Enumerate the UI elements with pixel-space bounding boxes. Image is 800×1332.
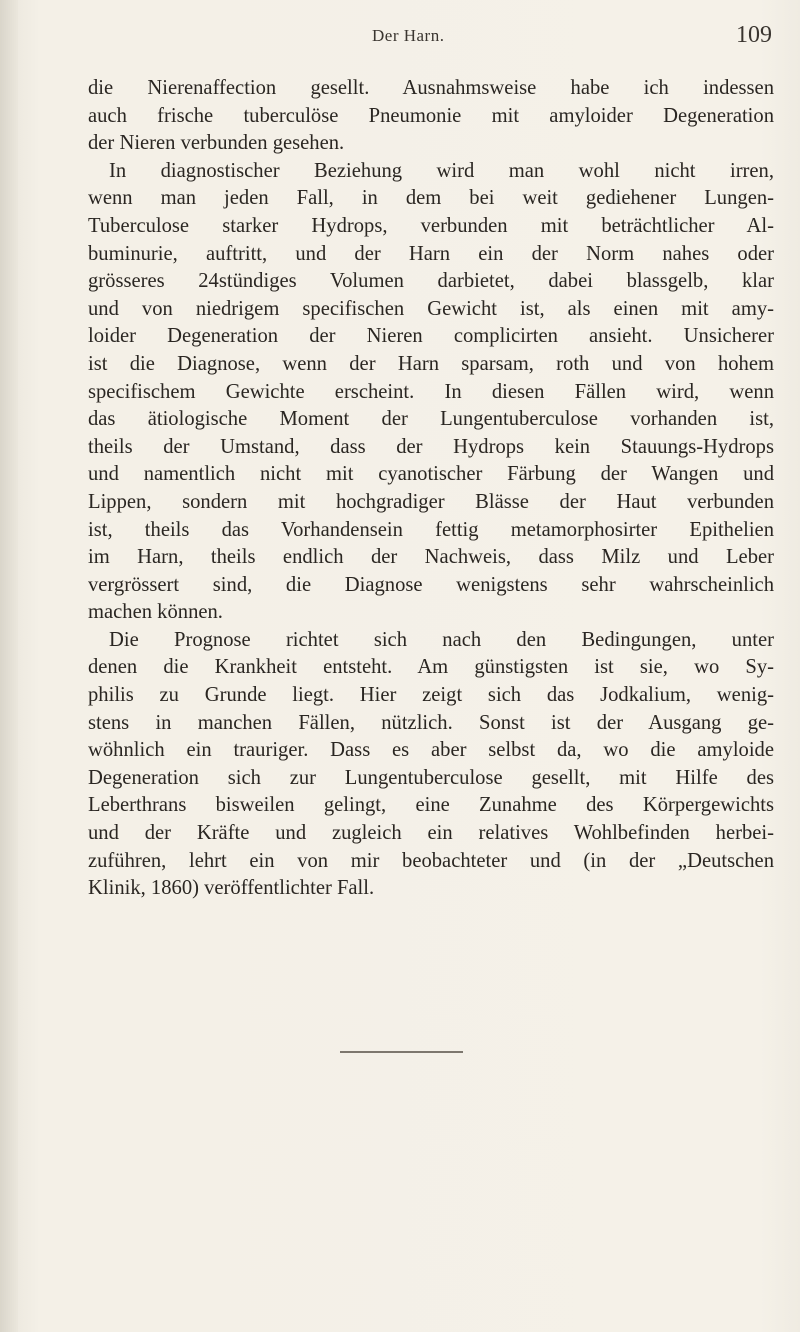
text-line: und namentlich nicht mit cyanotischer Färbung der Wangen und bbox=[88, 463, 774, 486]
text-line: theils der Umstand, dass der Hydrops kein Stauungs-Hydrops bbox=[88, 435, 774, 458]
text-line: die Nierenaffection gesellt. Ausnahmsweise habe ich indessen bbox=[88, 77, 774, 99]
text-line: Tuberculose starker Hydrops, verbunden mit beträchtlicher Al- bbox=[88, 214, 774, 237]
text-line: der Nieren verbunden gesehen. bbox=[88, 132, 345, 155]
paragraph bbox=[88, 75, 774, 158]
text-line: denen die Krankheit entsteht. Am günstigsten ist sie, wo Sy- bbox=[88, 656, 774, 679]
text-line: philis zu Grunde liegt. Hier zeigt sich das Jodkalium, wenig- bbox=[88, 684, 774, 707]
page-binding-edge bbox=[0, 0, 18, 1332]
text-line: Leberthrans bisweilen gelingt, eine Zunahme des Körpergewichts bbox=[88, 794, 774, 817]
text-line: grösseres 24stündiges Volumen darbietet, dabei blassgelb, klar bbox=[88, 270, 774, 293]
text-line: vergrössert sind, die Diagnose wenigstens sehr wahrscheinlich bbox=[88, 573, 774, 596]
text-line: loider Degeneration der Nieren complicirten ansieht. Unsicherer bbox=[88, 325, 774, 348]
paragraph bbox=[88, 627, 774, 903]
text-line: specifischem Gewichte erscheint. In diesen Fällen wird, wenn bbox=[88, 380, 774, 403]
text-line: und von niedrigem specifischen Gewicht ist, als einen mit amy- bbox=[88, 297, 774, 320]
text-line: Klinik, 1860) veröffentlichter Fall. bbox=[88, 877, 375, 900]
text-line: stens in manchen Fällen, nützlich. Sonst ist der Ausgang ge- bbox=[88, 711, 774, 734]
text-line: Lippen, sondern mit hochgradiger Blässe der Haut verbunden bbox=[88, 490, 774, 513]
text-line: das ätiologische Moment der Lungentuberculose vorhanden ist, bbox=[88, 408, 774, 431]
text-line: Degeneration sich zur Lungentuberculose gesellt, mit Hilfe des bbox=[88, 766, 774, 789]
page-number: 109 bbox=[736, 22, 772, 48]
text-line: ist die Diagnose, wenn der Harn sparsam, roth und von hohem bbox=[88, 352, 774, 375]
text-line: ist, theils das Vorhandensein fettig metamorphosirter Epithelien bbox=[88, 518, 774, 541]
text-line: machen können. bbox=[88, 601, 223, 624]
text-line: buminurie, auftritt, und der Harn ein der Norm nahes oder bbox=[88, 242, 774, 265]
running-header bbox=[0, 22, 800, 56]
paragraph bbox=[88, 158, 774, 627]
text-line: zuführen, lehrt ein von mir beobachteter und (in der „Deutschen bbox=[88, 849, 774, 872]
text-line: In diagnostischer Beziehung wird man wohl nicht irren, bbox=[109, 159, 774, 182]
text-line: wenn man jeden Fall, in dem bei weit gediehener Lungen- bbox=[88, 187, 774, 210]
text-line: wöhnlich ein trauriger. Dass es aber selbst da, wo die amyloide bbox=[88, 739, 774, 762]
body-text bbox=[88, 75, 774, 903]
text-line: Die Prognose richtet sich nach den Bedingungen, unter bbox=[109, 628, 774, 651]
text-line: und der Kräfte und zugleich ein relatives Wohlbefinden herbei- bbox=[88, 822, 774, 845]
text-line: auch frische tuberculöse Pneumonie mit amyloider Degeneration bbox=[88, 104, 774, 127]
section-end-rule bbox=[340, 1051, 463, 1053]
text-line: im Harn, theils endlich der Nachweis, dass Milz und Leber bbox=[88, 546, 774, 569]
running-title: Der Harn. bbox=[372, 26, 445, 45]
